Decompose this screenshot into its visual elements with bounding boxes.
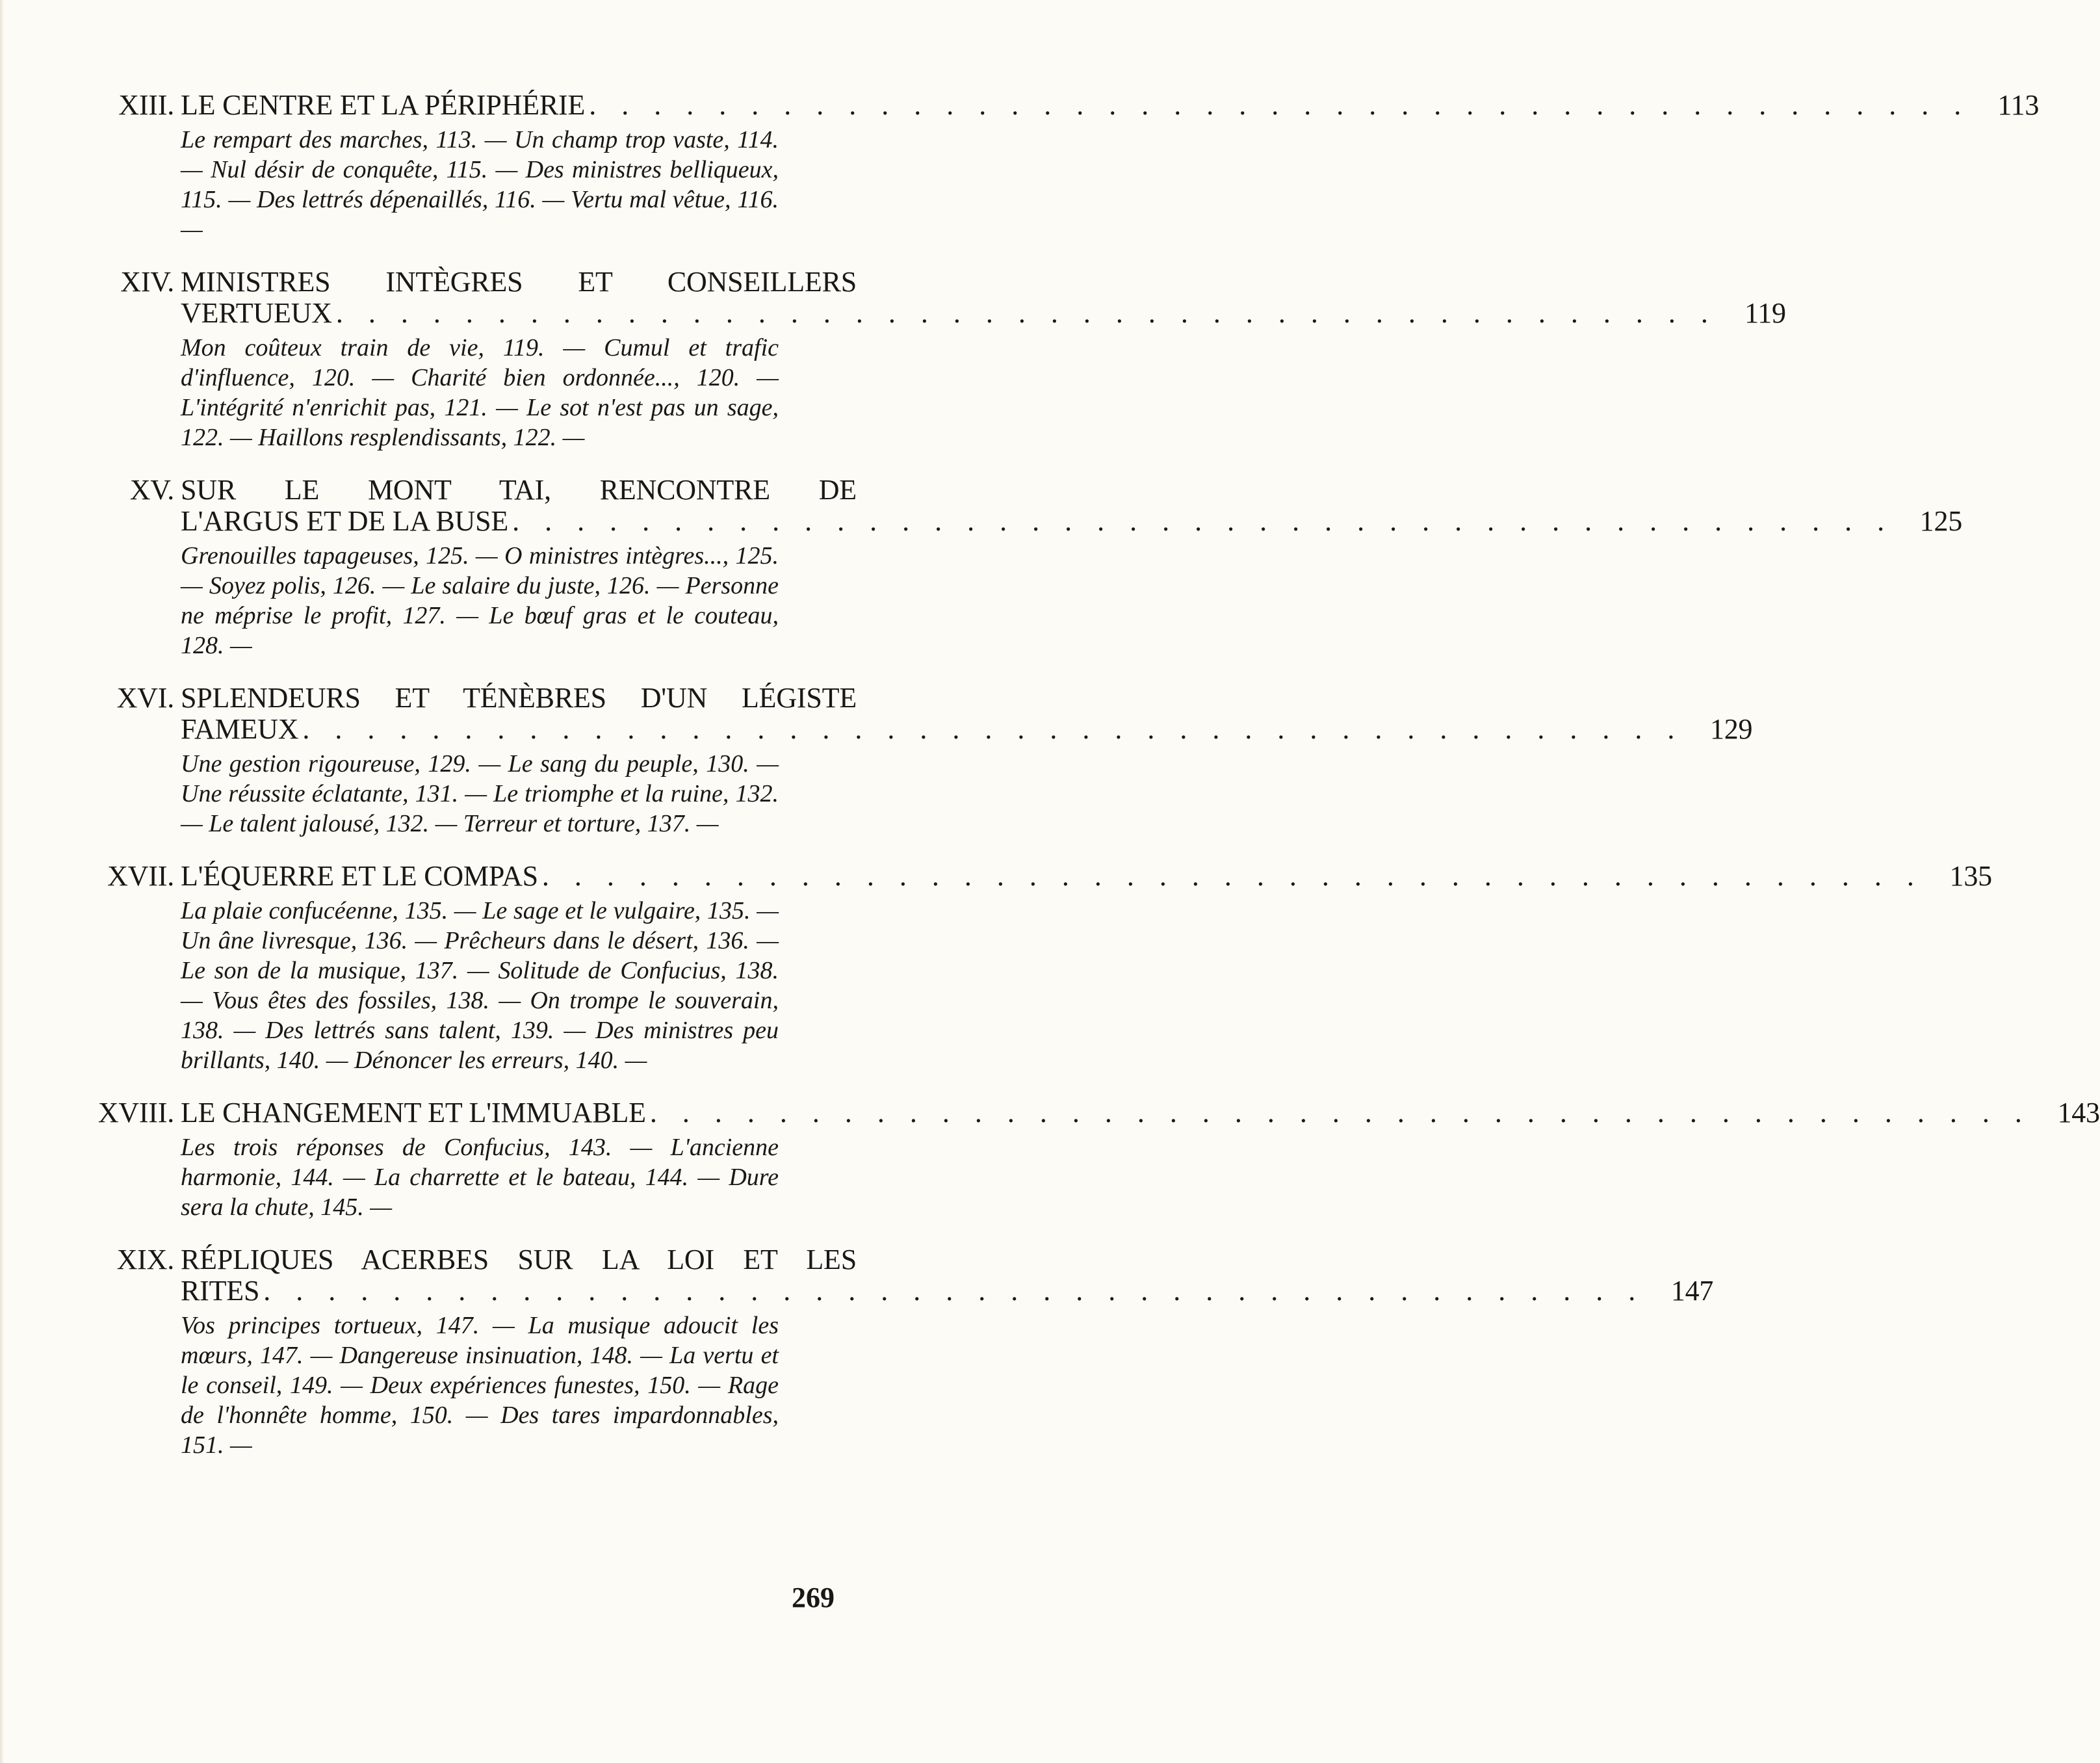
chapter-page-number: 129 bbox=[1709, 713, 1753, 745]
chapter-numeral: XIV. bbox=[120, 266, 174, 298]
toc-entry-xvii bbox=[78, 860, 1992, 1075]
chapter-numeral: XV. bbox=[129, 474, 174, 506]
chapter-heading bbox=[78, 1097, 2100, 1129]
toc-entry-xiv bbox=[78, 266, 1786, 452]
chapter-title: FAMEUX bbox=[181, 713, 299, 745]
chapter-heading bbox=[78, 1244, 1714, 1307]
toc-entry-xix bbox=[78, 1244, 1714, 1460]
toc-entry-xv bbox=[78, 474, 1963, 660]
chapter-sections: La plaie confucéenne, 135. — Le sage et le vulgaire, 135. — Un âne livresque, 136. — Prêcheurs dans le désert, 136. — Le son de la musique, 137. — Solitude de Confucius, 138. — Vous êtes des fossiles, 138. — On trompe le souverain, 138. — Des lettrés sans talent, 139. — Des ministres peu brillants, 140. — Dénoncer les erreurs, 140. — bbox=[181, 897, 779, 1074]
chapter-numeral: XVIII. bbox=[97, 1097, 174, 1129]
dot-leader bbox=[589, 90, 1970, 121]
toc-entry-xiii bbox=[78, 89, 2040, 244]
chapter-heading bbox=[78, 474, 1963, 537]
chapter-page-number: 119 bbox=[1744, 297, 1786, 329]
chapter-title-line: MINISTRES INTÈGRES ET CONSEILLERS bbox=[181, 266, 857, 298]
chapter-title: RITES bbox=[181, 1275, 260, 1307]
chapter-sections: Grenouilles tapageuses, 125. — O ministres intègres..., 125. — Soyez polis, 126. — Le salaire du juste, 126. — Personne ne méprise le profit, 127. — Le bœuf gras et le couteau, 128. — bbox=[181, 542, 779, 659]
chapter-title-line: SPLENDEURS ET TÉNÈBRES D'UN LÉGISTE bbox=[181, 682, 857, 714]
chapter-numeral: XVII. bbox=[107, 860, 174, 892]
chapter-heading bbox=[78, 860, 1992, 892]
page-number-folio: 269 bbox=[792, 1582, 835, 1613]
chapter-title: L'ÉQUERRE ET LE COMPAS bbox=[181, 860, 538, 892]
chapter-title: VERTUEUX bbox=[181, 297, 332, 329]
chapter-title: LE CENTRE ET LA PÉRIPHÉRIE bbox=[181, 89, 586, 121]
chapter-heading bbox=[78, 266, 1786, 329]
chapter-title: LE CHANGEMENT ET L'IMMUABLE bbox=[181, 1097, 646, 1129]
chapter-title: L'ARGUS ET DE LA BUSE bbox=[181, 505, 509, 537]
toc-entry-xviii bbox=[78, 1097, 2100, 1222]
chapter-page-number: 143 bbox=[2057, 1097, 2100, 1129]
chapter-sections: Vos principes tortueux, 147. — La musique adoucit les mœurs, 147. — Dangereuse insinuation, 148. — La vertu et le conseil, 149. — Deux expériences funestes, 150. — Rage de l'honnête homme, 150. — Des tares impardonnables, 151. — bbox=[181, 1312, 779, 1459]
chapter-sections: Mon coûteux train de vie, 119. — Cumul et trafic d'influence, 120. — Charité bien ordonnée..., 120. — L'intégrité n'enrichit pas, 121. — Le sot n'est pas un sage, 122. — Haillons resplendissants, 122. — bbox=[181, 334, 779, 451]
table-of-contents bbox=[78, 89, 2100, 1482]
chapter-title-line: RÉPLIQUES ACERBES SUR LA LOI ET LES bbox=[181, 1244, 857, 1275]
dot-leader bbox=[542, 861, 1923, 892]
chapter-sections: Les trois réponses de Confucius, 143. — L'ancienne harmonie, 144. — La charrette et le bateau, 144. — Dure sera la chute, 145. — bbox=[181, 1134, 779, 1221]
chapter-sections: Une gestion rigoureuse, 129. — Le sang du peuple, 130. — Une réussite éclatante, 131. — Le triomphe et la ruine, 132. — Le talent jalousé, 132. — Terreur et torture, 137. — bbox=[181, 750, 779, 837]
dot-leader bbox=[650, 1097, 2031, 1129]
chapter-page-number: 135 bbox=[1949, 860, 1992, 892]
chapter-page-number: 113 bbox=[1997, 89, 2040, 121]
chapter-numeral: XIII. bbox=[118, 89, 174, 121]
dot-leader bbox=[302, 714, 1683, 745]
dot-leader bbox=[512, 506, 1893, 537]
chapter-sections: Le rempart des marches, 113. — Un champ trop vaste, 114. — Nul désir de conquête, 115. — Des ministres belliqueux, 115. — Des lettrés dépenaillés, 116. — Vertu mal vêtue, 116. — bbox=[181, 126, 779, 243]
chapter-heading bbox=[78, 89, 2040, 121]
chapter-numeral: XVI. bbox=[116, 682, 174, 714]
chapter-title-line: SUR LE MONT TAI, RENCONTRE DE bbox=[181, 474, 857, 506]
dot-leader bbox=[336, 298, 1717, 329]
chapter-numeral: XIX. bbox=[116, 1244, 174, 1275]
chapter-page-number: 147 bbox=[1670, 1275, 1714, 1307]
chapter-page-number: 125 bbox=[1919, 505, 1963, 537]
page-gutter-edge bbox=[0, 0, 4, 1763]
toc-entry-xvi bbox=[78, 682, 1753, 839]
dot-leader bbox=[263, 1275, 1644, 1307]
chapter-heading bbox=[78, 682, 1753, 745]
